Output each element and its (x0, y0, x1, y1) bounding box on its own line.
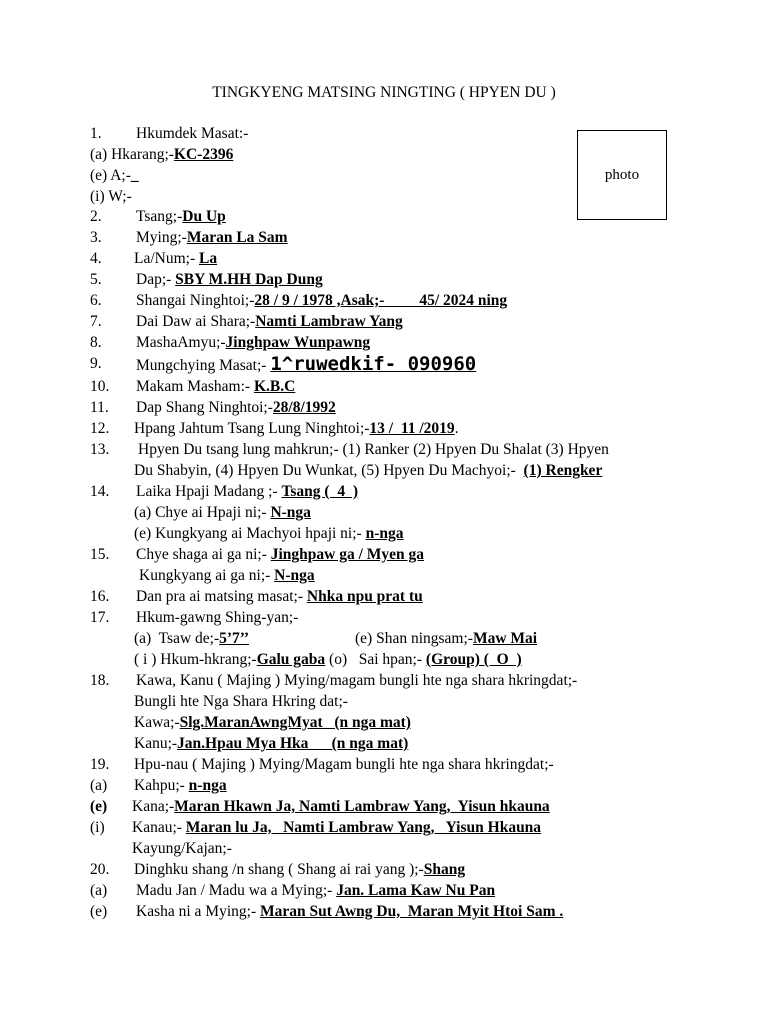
item-18-kanu-label: Kanu;- (134, 735, 178, 752)
item-letter: (i) (90, 819, 105, 836)
page-title: TINGKYENG MATSING NINGTING ( HPYEN DU ) (212, 84, 556, 101)
item-19a-value: n-nga (188, 777, 227, 794)
item-5-value: SBY M.HH Dap Dung (175, 271, 323, 288)
item-14a-value: N-nga (270, 504, 311, 521)
item-1i-label: (i) W;- (90, 188, 132, 205)
item-6-label: Shangai Ninghtoi;- (136, 292, 255, 309)
item-1e-value: _ (130, 167, 139, 184)
item-19-label: Hpu-nau ( Majing ) Mying/Magam bungli hte nga shara hkringdat;- (134, 756, 554, 773)
item-number: 20. (90, 861, 110, 878)
item-letter: (e) (90, 903, 108, 920)
item-17e-value: Maw Mai (472, 630, 538, 647)
item-17i-value: Galu gaba (256, 651, 326, 668)
item-number: 14. (90, 483, 110, 500)
item-11-label: Dap Shang Ninghtoi;- (136, 399, 273, 416)
item-number: 9. (90, 355, 102, 372)
item-number: 18. (90, 672, 110, 689)
item-17o-label: (o) Sai hpan;- (325, 651, 426, 668)
item-number: 12. (90, 420, 110, 437)
item-number: 3. (90, 229, 102, 246)
item-18-label: Kawa, Kanu ( Majing ) Mying/magam bungli hte nga shara hkringdat;- (136, 672, 578, 689)
item-letter: (e) (90, 798, 108, 815)
item-number: 4. (90, 250, 102, 267)
item-12-label: Hpang Jahtum Tsang Lung Ninghtoi;- (134, 420, 370, 437)
item-14e-value: n-nga (365, 525, 404, 542)
item-number: 11. (90, 399, 109, 416)
item-12-value: 13 / 11 /2019 (369, 420, 455, 437)
item-1-label: Hkumdek Masat:- (136, 125, 249, 142)
item-9-label: Mungchying Masat;- (136, 357, 271, 374)
item-17i-label: ( i ) Hkum-hkrang;- (134, 651, 257, 668)
item-18-sub-label: Bungli hte Nga Shara Hkring dat;- (134, 693, 348, 710)
item-15-label: Chye shaga ai ga ni;- (136, 546, 271, 563)
item-letter: (a) (90, 882, 108, 899)
item-13-cont-label: Du Shabyin, (4) Hpyen Du Wunkat, (5) Hpyen Du Machyoi;- (134, 462, 524, 479)
item-20a-value: Jan. Lama Kaw Nu Pan (336, 882, 496, 899)
item-9-value: 1^ruwedkif- 090960 (270, 353, 477, 375)
item-15-value: Jinghpaw ga / Myen ga (270, 546, 425, 563)
item-13-value: (1) Rengker (523, 462, 603, 479)
item-1a-label: (a) Hkarang;- (90, 146, 174, 163)
item-number: 1. (90, 125, 102, 142)
item-15b-value: N-nga (274, 567, 315, 584)
item-number: 7. (90, 313, 102, 330)
item-2-value: Du Up (182, 208, 226, 225)
item-number: 8. (90, 334, 102, 351)
item-13-label: Hpyen Du tsang lung mahkrun;- (1) Ranker (2) Hpyen Du Shalat (3) Hpyen (138, 441, 609, 458)
item-18-kanu-value: Jan.Hpau Mya Hka (n nga mat) (177, 735, 409, 752)
item-20-value: Shang (423, 861, 466, 878)
item-20e-suffix: . (559, 903, 564, 920)
item-letter: (a) (90, 777, 108, 794)
item-17a-value: 5’7’’ (219, 630, 249, 647)
item-14-value: Tsang ( 4 ) (281, 483, 359, 500)
item-6-value: 28 / 9 / 1978 ,Asak;- 45/ 2024 ning (254, 292, 508, 309)
item-8-value: Jinghpaw Wunpawng (225, 334, 371, 351)
item-14-label: Laika Hpaji Madang ;- (136, 483, 282, 500)
item-number: 5. (90, 271, 102, 288)
item-2-label: Tsang;- (136, 208, 183, 225)
item-3-label: Mying;- (136, 229, 187, 246)
item-18-kawa-value: Slg.MaranAwngMyat (n nga mat) (179, 714, 411, 731)
item-number: 6. (90, 292, 102, 309)
photo-placeholder (577, 130, 667, 220)
item-20-label: Dinghku shang /n shang ( Shang ai rai yang );- (134, 861, 424, 878)
item-3-value: Maran La Sam (186, 229, 288, 246)
item-19i-value: Maran lu Ja, Namti Lambraw Yang, Yisun Hkauna (185, 819, 542, 836)
item-19e-value: Maran Hkawn Ja, Namti Lambraw Yang, Yisun hkauna (174, 798, 550, 815)
item-17o-value: (Group) ( O ) (425, 651, 522, 668)
item-17e-label: (e) Shan ningsam;- (355, 630, 473, 647)
item-1a-value: KC-2396 (173, 146, 234, 163)
item-number: 2. (90, 208, 102, 225)
item-19a-label: Kahpu;- (134, 777, 189, 794)
item-4-label: La/Num;- (134, 250, 199, 267)
item-15b-label: Kungkyang ai ga ni;- (139, 567, 275, 584)
item-17-label: Hkum-gawng Shing-yan;- (136, 609, 299, 626)
item-10-label: Makam Masham:- (136, 378, 254, 395)
item-8-label: MashaAmyu;- (136, 334, 226, 351)
item-20a-label: Madu Jan / Madu wa a Mying;- (136, 882, 337, 899)
photo-label: photo (604, 166, 640, 183)
item-4-value: La (199, 250, 218, 267)
item-19e-label: Kana;- (132, 798, 175, 815)
item-number: 19. (90, 756, 110, 773)
item-19i-label: Kanau;- (132, 819, 186, 836)
item-17a-label: (a) Tsaw de;- (134, 630, 220, 647)
item-1e-label: (e) A;- (90, 167, 131, 184)
item-number: 15. (90, 546, 110, 563)
item-number: 16. (90, 588, 110, 605)
item-14a-label: (a) Chye ai Hpaji ni;- (134, 504, 271, 521)
item-number: 10. (90, 378, 110, 395)
item-number: 13. (90, 441, 110, 458)
item-18-kawa-label: Kawa;- (134, 714, 180, 731)
item-20e-label: Kasha ni a Mying;- (136, 903, 260, 920)
item-7-label: Dai Daw ai Shara;- (136, 313, 256, 330)
item-14e-label: (e) Kungkyang ai Machyoi hpaji ni;- (134, 525, 366, 542)
item-11-value: 28/8/1992 (272, 399, 336, 416)
item-19o-label: Kayung/Kajan;- (132, 840, 232, 857)
item-5-label: Dap;- (136, 271, 176, 288)
item-number: 17. (90, 609, 110, 626)
item-10-value: K.B.C (253, 378, 296, 395)
item-20e-value: Maran Sut Awng Du, Maran Myit Htoi Sam (259, 903, 560, 920)
item-16-label: Dan pra ai matsing masat;- (136, 588, 307, 605)
item-7-value: Namti Lambraw Yang (255, 313, 403, 330)
item-12-suffix: . (454, 420, 459, 437)
item-16-value: Nhka npu prat tu (306, 588, 423, 605)
